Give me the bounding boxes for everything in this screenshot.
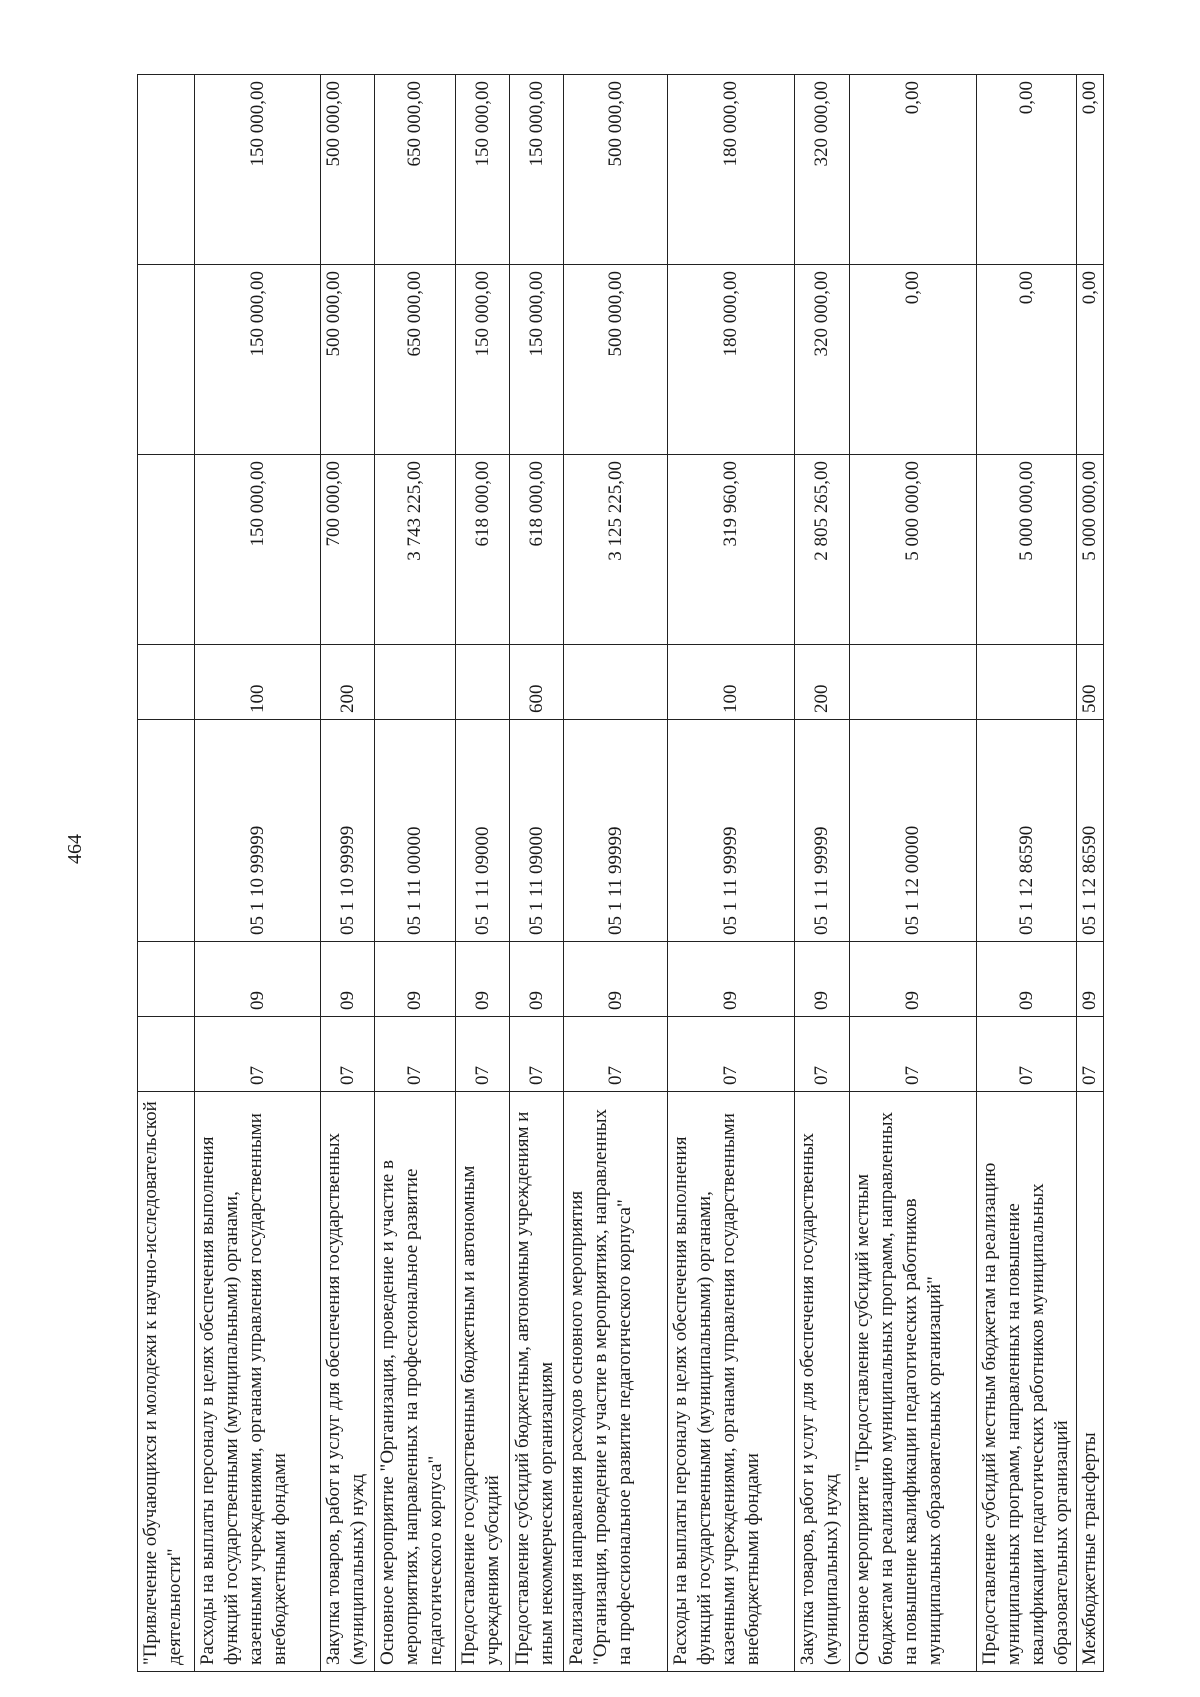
row-sum-3: 150 000,00 — [456, 75, 510, 265]
table-row — [510, 75, 564, 1672]
row-rz: 07 — [195, 1017, 321, 1092]
row-csr: 05 1 11 99999 — [795, 720, 850, 942]
row-sum-2: 0,00 — [850, 265, 977, 455]
table-row — [321, 75, 375, 1672]
row-sum-2: 180 000,00 — [668, 265, 795, 455]
row-name: Межбюджетные трансферты — [1077, 1092, 1104, 1672]
row-sum-2: 500 000,00 — [564, 265, 668, 455]
row-csr: 05 1 11 99999 — [564, 720, 668, 942]
row-csr — [138, 720, 195, 942]
row-name: Расходы на выплаты персоналу в целях обеспечения выполнения функций государственными (муниципальными) органами, казенными учреждениями, органами управления государственными внебюджетными фондами — [195, 1092, 321, 1672]
row-sum-3: 150 000,00 — [510, 75, 564, 265]
row-pr: 09 — [1077, 942, 1104, 1017]
table-row — [195, 75, 321, 1672]
row-sum-1: 3 125 225,00 — [564, 455, 668, 645]
row-rz: 07 — [456, 1017, 510, 1092]
row-rz: 07 — [795, 1017, 850, 1092]
row-rz: 07 — [850, 1017, 977, 1092]
row-sum-1 — [138, 455, 195, 645]
row-pr: 09 — [321, 942, 375, 1017]
row-csr: 05 1 12 00000 — [850, 720, 977, 942]
row-vr: 200 — [321, 645, 375, 720]
row-rz: 07 — [321, 1017, 375, 1092]
row-vr: 200 — [795, 645, 850, 720]
row-sum-3: 500 000,00 — [564, 75, 668, 265]
row-sum-3: 180 000,00 — [668, 75, 795, 265]
row-sum-2 — [138, 265, 195, 455]
row-pr: 09 — [195, 942, 321, 1017]
row-name: "Привлечение обучающихся и молодежи к научно-исследовательской деятельности" — [138, 1092, 195, 1672]
row-name: Реализация направления расходов основного мероприятия "Организация, проведение и участие в мероприятиях, направленных на профессиональное развитие педагогического корпуса" — [564, 1092, 668, 1672]
row-csr: 05 1 12 86590 — [977, 720, 1077, 942]
row-sum-3: 0,00 — [850, 75, 977, 265]
row-vr — [977, 645, 1077, 720]
row-sum-3: 650 000,00 — [375, 75, 456, 265]
table-row — [138, 75, 195, 1672]
row-rz: 07 — [375, 1017, 456, 1092]
row-sum-3 — [138, 75, 195, 265]
table-row — [850, 75, 977, 1672]
row-sum-1: 700 000,00 — [321, 455, 375, 645]
row-csr: 05 1 10 99999 — [195, 720, 321, 942]
table-row — [668, 75, 795, 1672]
table-row — [375, 75, 456, 1672]
row-name: Закупка товаров, работ и услуг для обеспечения государственных (муниципальных) нужд — [795, 1092, 850, 1672]
row-rz: 07 — [668, 1017, 795, 1092]
row-sum-1: 3 743 225,00 — [375, 455, 456, 645]
row-sum-2: 650 000,00 — [375, 265, 456, 455]
budget-table — [137, 74, 1104, 1672]
row-pr: 09 — [977, 942, 1077, 1017]
row-name: Предоставление государственным бюджетным и автономным учреждениям субсидий — [456, 1092, 510, 1672]
row-sum-1: 618 000,00 — [456, 455, 510, 645]
row-sum-3: 150 000,00 — [195, 75, 321, 265]
row-pr: 09 — [456, 942, 510, 1017]
row-csr: 05 1 11 09000 — [510, 720, 564, 942]
row-pr: 09 — [795, 942, 850, 1017]
row-sum-2: 150 000,00 — [195, 265, 321, 455]
row-vr — [850, 645, 977, 720]
row-name: Закупка товаров, работ и услуг для обеспечения государственных (муниципальных) нужд — [321, 1092, 375, 1672]
row-name: Расходы на выплаты персоналу в целях обеспечения выполнения функций государственными (муниципальными) органами, казенными учреждениями, органами управления государственными внебюджетными фондами — [668, 1092, 795, 1672]
row-sum-2: 320 000,00 — [795, 265, 850, 455]
row-sum-3: 500 000,00 — [321, 75, 375, 265]
budget-table-container — [137, 75, 1100, 1672]
row-csr: 05 1 12 86590 — [1077, 720, 1104, 942]
row-sum-2: 0,00 — [1077, 265, 1104, 455]
row-sum-1: 2 805 265,00 — [795, 455, 850, 645]
row-sum-3: 0,00 — [1077, 75, 1104, 265]
row-pr — [138, 942, 195, 1017]
row-vr — [564, 645, 668, 720]
row-rz: 07 — [510, 1017, 564, 1092]
row-pr: 09 — [564, 942, 668, 1017]
row-sum-1: 319 960,00 — [668, 455, 795, 645]
row-sum-1: 150 000,00 — [195, 455, 321, 645]
row-pr: 09 — [668, 942, 795, 1017]
row-sum-1: 5 000 000,00 — [977, 455, 1077, 645]
row-sum-2: 150 000,00 — [510, 265, 564, 455]
row-name: Предоставление субсидий местным бюджетам на реализацию муниципальных программ, направленных на повышение квалификации педагогических работников муниципальных образовательных организаций — [977, 1092, 1077, 1672]
row-vr — [138, 645, 195, 720]
row-rz — [138, 1017, 195, 1092]
row-csr: 05 1 11 09000 — [456, 720, 510, 942]
table-row — [1077, 75, 1104, 1672]
row-rz: 07 — [1077, 1017, 1104, 1092]
row-vr: 500 — [1077, 645, 1104, 720]
row-csr: 05 1 11 00000 — [375, 720, 456, 942]
row-name: Основное мероприятие "Организация, проведение и участие в мероприятиях, направленных на профессиональное развитие педагогического корпуса" — [375, 1092, 456, 1672]
row-sum-1: 618 000,00 — [510, 455, 564, 645]
row-rz: 07 — [977, 1017, 1077, 1092]
row-vr: 100 — [195, 645, 321, 720]
row-sum-2: 150 000,00 — [456, 265, 510, 455]
row-name: Основное мероприятие "Предоставление субсидий местным бюджетам на реализацию муниципальных программ, направленных на повышение квалификации педагогических работников муниципальных образовательных организаций" — [850, 1092, 977, 1672]
table-row — [795, 75, 850, 1672]
row-sum-1: 5 000 000,00 — [1077, 455, 1104, 645]
row-name: Предоставление субсидий бюджетным, автономным учреждениям и иным некоммерческим организациям — [510, 1092, 564, 1672]
page-number: 464 — [64, 834, 86, 864]
table-row — [977, 75, 1077, 1672]
row-pr: 09 — [375, 942, 456, 1017]
row-vr — [456, 645, 510, 720]
row-sum-3: 0,00 — [977, 75, 1077, 265]
row-sum-2: 500 000,00 — [321, 265, 375, 455]
row-sum-1: 5 000 000,00 — [850, 455, 977, 645]
row-vr: 600 — [510, 645, 564, 720]
row-csr: 05 1 11 99999 — [668, 720, 795, 942]
row-vr: 100 — [668, 645, 795, 720]
table-row — [456, 75, 510, 1672]
row-csr: 05 1 10 99999 — [321, 720, 375, 942]
row-sum-3: 320 000,00 — [795, 75, 850, 265]
row-rz: 07 — [564, 1017, 668, 1092]
row-pr: 09 — [850, 942, 977, 1017]
row-pr: 09 — [510, 942, 564, 1017]
row-sum-2: 0,00 — [977, 265, 1077, 455]
table-row — [564, 75, 668, 1672]
row-vr — [375, 645, 456, 720]
